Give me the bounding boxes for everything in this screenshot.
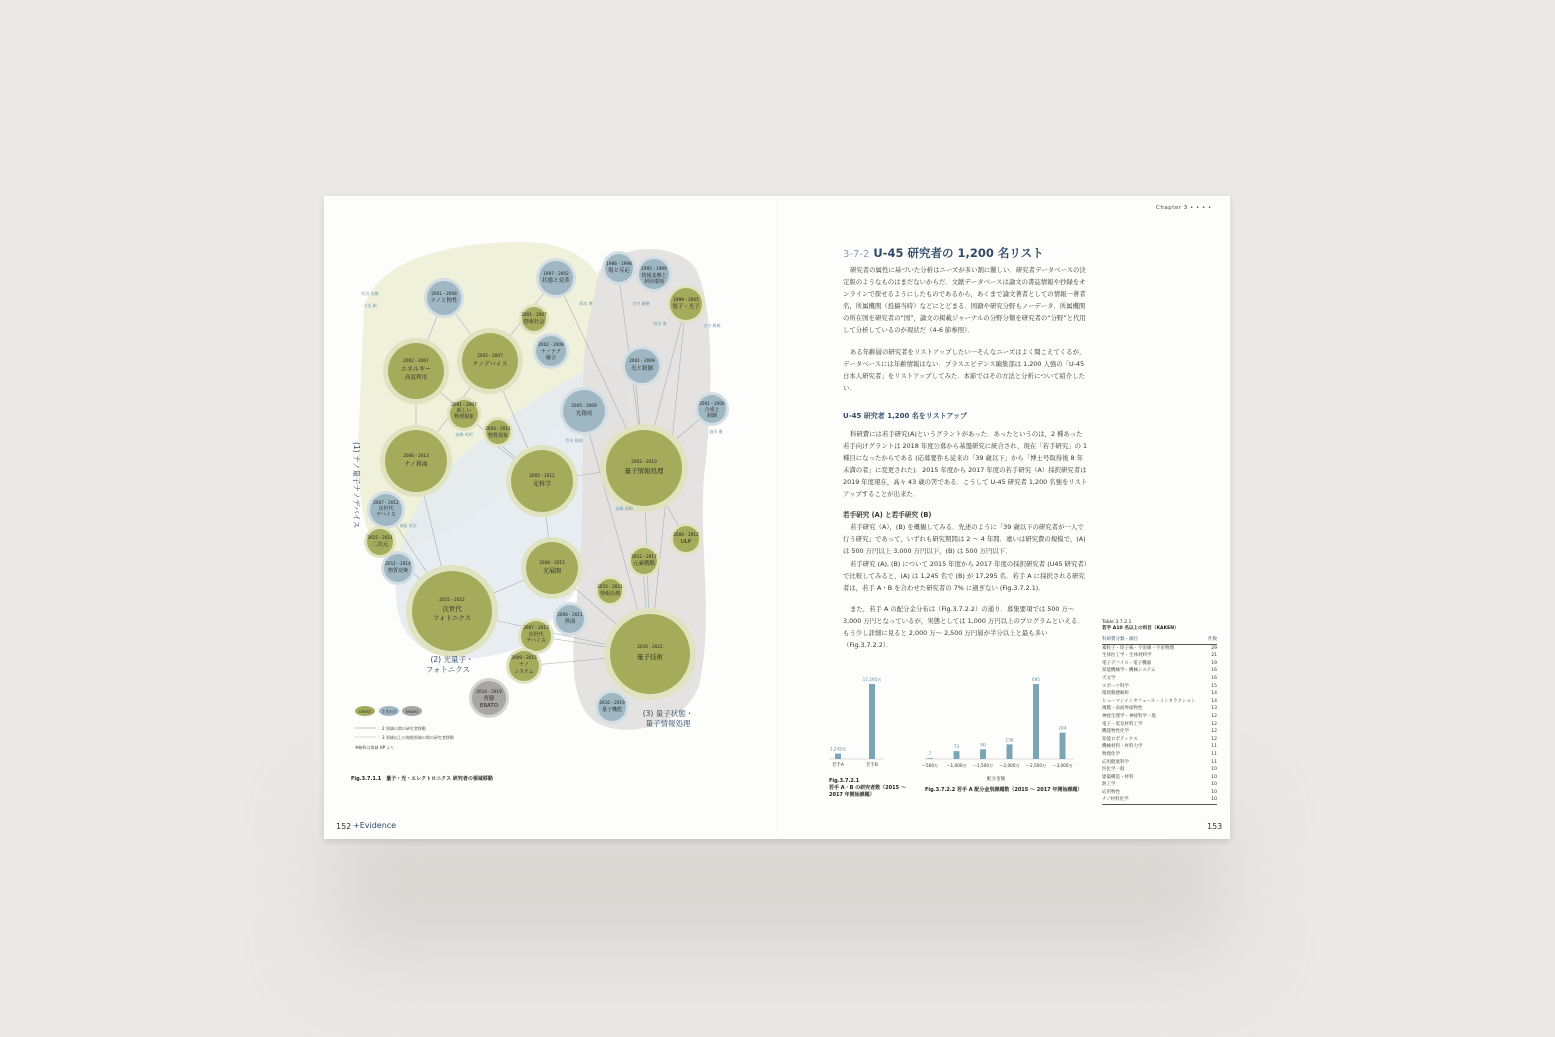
svg-text:2005 - 2009: 2005 - 2009: [571, 403, 597, 408]
table-header-subject: 科研費分類・細目: [1102, 636, 1207, 644]
table-caption-id: Table 3.7.2.1: [1102, 620, 1132, 625]
fig2-caption-text: 若手 A 配分金別課題数（2015 ～ 2017 年開始課題）: [956, 787, 1083, 793]
svg-text:情報基盤と: 情報基盤と: [641, 273, 667, 279]
chapter-header: Chapter 3 • • • •: [1156, 205, 1212, 211]
table-cell-subject: 神経生理学・神経科学一般: [1102, 713, 1156, 719]
page-number-left: 152: [336, 822, 352, 831]
table-cell-subject: 天文学: [1102, 675, 1116, 681]
svg-text:2002 - 2008: 2002 - 2008: [538, 342, 564, 347]
chart1-value-label: 17,295名: [862, 677, 882, 682]
svg-text:2016 - 2019: 2016 - 2019: [599, 700, 625, 705]
kaken-table: [1102, 636, 1217, 805]
table-row: [1102, 796, 1217, 804]
table-caption: [1102, 620, 1179, 632]
svg-text:齊藤: 齊藤: [483, 696, 495, 702]
svg-text:1999 - 2005: 1999 - 2005: [673, 297, 699, 302]
svg-text:状態と変革: 状態と変革: [542, 278, 570, 284]
group-label-3b: 量子情報処理: [645, 719, 691, 728]
table-cell-subject: 生体医工学・生体材料学: [1102, 653, 1152, 659]
chart2-value-label: 695: [1032, 677, 1040, 682]
chart2-bar: [1060, 733, 1066, 759]
svg-text:デバイス: デバイス: [526, 638, 546, 644]
svg-text:ERATO: ERATO: [405, 709, 419, 714]
table-cell-subject: 応用物性: [1102, 789, 1120, 795]
table-caption-text: 若手 A10 名以上の科目（KAKEN）: [1102, 626, 1179, 631]
chart2-bar: [954, 751, 960, 759]
svg-text:次世代: 次世代: [442, 605, 462, 613]
table-cell-count: 10: [1207, 796, 1217, 804]
svg-text:2015 - 2021: 2015 - 2021: [367, 535, 393, 540]
svg-text:高度利用: 高度利用: [404, 375, 428, 381]
svg-text:制御: 制御: [706, 413, 718, 419]
svg-text:2007 - 2012: 2007 - 2012: [373, 500, 399, 505]
table-cell-count: 15: [1211, 683, 1217, 689]
table-cell-subject: 熱工学: [1102, 782, 1116, 788]
svg-text:1997 - 2002: 1997 - 2002: [543, 271, 569, 276]
svg-text:電子・光子: 電子・光子: [672, 304, 700, 310]
table-cell-subject: スポーツ科学: [1102, 683, 1129, 689]
svg-text:1995 - 1999: 1995 - 1999: [641, 266, 667, 271]
svg-text:物理現象: 物理現象: [453, 414, 475, 420]
chart2-xlabel: 配分金額: [986, 777, 1006, 782]
svg-text:光展開: 光展開: [542, 568, 562, 575]
svg-text:物質現象: 物質現象: [487, 433, 509, 439]
table-row: [1102, 766, 1217, 774]
table-header-row: [1102, 636, 1217, 644]
chart2-category-label: ～1,000万: [946, 763, 967, 768]
svg-text:高柳 英明: 高柳 英明: [455, 432, 473, 437]
svg-text:2006 - 2013: 2006 - 2013: [403, 453, 429, 458]
legend-line2: ：3 領域以上の複数領域の間の研究者移動: [378, 735, 454, 740]
chart2-bar: [980, 749, 986, 759]
page-number-right: 153: [1207, 822, 1223, 831]
table-row: [1102, 705, 1217, 713]
table-cell-subject: 知能機械学・機械システム: [1102, 668, 1156, 674]
svg-text:2014 - 2019: 2014 - 2019: [476, 689, 502, 694]
svg-text:量子技術: 量子技術: [637, 653, 663, 661]
svg-text:2015 - 2021: 2015 - 2021: [597, 584, 623, 589]
paragraph-1: 研究者の属性に基づいた分析はニーズが多い割に難しい．研究者データベースの決定版のようなものはまだないからだ．文献データベースは論文の書誌情報や抄録をオンラインで探せるようにしたものであるから，あくまで論文著者としての情報一著者名，所属機関（投稿当時）などにとどまる．国籍や研究分野もノーデータ．所属機関の所在国を研究者の“国”，論文の掲載ジャーナルの分野分類を研究者の“分野”と代用して分析しているのが現状だ（4-6 節参照）．: [843, 266, 1086, 335]
svg-text:2003 - 2010: 2003 - 2010: [631, 459, 657, 464]
subheading-2: 若手研究 (A) と若手研究 (B): [843, 511, 932, 519]
table-cell-count: 29: [1211, 645, 1217, 651]
svg-text:2015 - 2022: 2015 - 2022: [439, 597, 465, 602]
fig1-caption: [829, 778, 909, 799]
chart2-value-label: 136: [1005, 737, 1014, 743]
table-cell-subject: 電子・電気材料工学: [1102, 721, 1143, 727]
table-cell-count: 11: [1211, 759, 1217, 765]
chart2-category-label: ～2,000万: [999, 763, 1020, 768]
svg-text:二次元: 二次元: [371, 542, 389, 548]
paragraph-2: ある年齢層の研究者をリストアップしたい一そんなニーズはよく聞こえてくるが，データベースには年齢情報はない．プラスエビデンス編集部は 1,200 人強の「U-45 日本人研究者」をリストアップしてみた．本節ではその方法と分析について紹介したい．: [843, 348, 1086, 393]
book-spread: [324, 196, 1230, 839]
svg-text:ナノテク: ナノテク: [540, 349, 562, 355]
svg-text:2008 - 2015: 2008 - 2015: [539, 560, 565, 565]
table-cell-subject: 医化学一般: [1102, 767, 1125, 773]
svg-text:2002 - 2007: 2002 - 2007: [403, 358, 429, 363]
svg-text:新しい: 新しい: [456, 408, 472, 414]
table-cell-subject: 素粒子・原子核・宇宙線・宇宙物理: [1102, 645, 1174, 651]
svg-text:2006 - 2011: 2006 - 2011: [557, 612, 583, 617]
svg-text:2007 - 2013: 2007 - 2013: [523, 625, 549, 630]
svg-text:斎藤 英治: 斎藤 英治: [399, 523, 417, 528]
svg-text:青木 隆朗: 青木 隆朗: [565, 438, 583, 443]
svg-text:古川 勝雄: 古川 勝雄: [703, 323, 721, 328]
table-cell-count: 11: [1211, 751, 1217, 757]
svg-text:エネルギー: エネルギー: [400, 366, 432, 373]
svg-text:次世代: 次世代: [378, 506, 394, 512]
svg-text:岡本 博: 岡本 博: [579, 301, 593, 306]
section-number: 3-7-2: [843, 249, 870, 260]
svg-text:界面: 界面: [564, 619, 576, 625]
table-cell-count: 14: [1211, 691, 1217, 697]
table-header-count: 件数: [1207, 636, 1217, 644]
table-cell-count: 10: [1211, 782, 1217, 788]
svg-text:2001 - 2008: 2001 - 2008: [431, 291, 457, 296]
svg-text:ナノと物性: ナノと物性: [430, 298, 458, 304]
chart2-category-label: ～2,500万: [1025, 763, 1047, 768]
svg-text:場と反応: 場と反応: [607, 268, 631, 274]
table-cell-subject: 応用健康科学: [1102, 759, 1129, 765]
svg-text:物質変換: 物質変換: [387, 568, 409, 574]
chart2-bar: [927, 758, 933, 759]
table-cell-count: 10: [1211, 789, 1217, 795]
svg-text:情報社会: 情報社会: [523, 319, 545, 325]
table-row: [1102, 675, 1217, 683]
table-row: [1102, 683, 1217, 691]
svg-text:利用環境: 利用環境: [643, 279, 665, 285]
svg-text:さきがけ: さきがけ: [381, 709, 397, 714]
table-cell-count: 12: [1211, 729, 1217, 735]
bar-charts: [324, 196, 1230, 839]
table-row: [1102, 644, 1217, 652]
group-label-2a: (2) 光量子・: [430, 655, 474, 664]
fig2-caption-id: Fig.3.7.2.2: [925, 787, 956, 793]
table-row: [1102, 713, 1217, 721]
svg-text:量子情報処理: 量子情報処理: [624, 467, 664, 475]
table-cell-count: 12: [1211, 721, 1217, 727]
table-row: [1102, 721, 1217, 729]
svg-text:1986 - 1998: 1986 - 1998: [606, 261, 632, 266]
chart2-category-label: ～500万: [921, 763, 939, 768]
svg-text:2012 - 2017: 2012 - 2017: [631, 554, 657, 559]
paragraph-6: また，若手 A の配分金分布は（Fig.3.7.2.2）の通り．募集要項では 500 万～ 3,000 万円となっているが，実態としては 1,000 万円以上のプログラムといえる．もう少し詳細に見ると 2,000 万～ 2,500 万円層が半分以上と最も多い（Fig.3.7.2.2）．: [843, 605, 1084, 650]
svg-text:2001 - 2007: 2001 - 2007: [451, 402, 477, 407]
svg-text:光と制御: 光と制御: [630, 366, 654, 372]
chart1-category-label: 若手A: [832, 763, 844, 768]
table-cell-count: 21: [1211, 653, 1217, 659]
svg-text:2001 - 2009: 2001 - 2009: [629, 358, 655, 363]
svg-text:フォトニクス: フォトニクス: [432, 614, 472, 622]
section-title-text: U-45 研究者の 1,200 名リスト: [873, 246, 1044, 260]
svg-text:量子機能: 量子機能: [601, 707, 623, 713]
svg-text:2009 - 2015: 2009 - 2015: [511, 655, 537, 660]
chart2-category-label: ～3,000万: [1052, 763, 1073, 768]
svg-text:ERATO: ERATO: [479, 703, 499, 709]
svg-text:次世代: 次世代: [528, 632, 544, 638]
table-cell-count: 11: [1211, 744, 1217, 750]
table-row: [1102, 690, 1217, 698]
paragraph-3: 科研費には若手研究(A)というグラントがあった．あったというのは，2 種あった若手向けグラントは 2018 年度公募から基盤研究に統合され，現在「若手研究」の 1 種目になったからである (応募要件も従来の「39 歳以下」から「博士号取得後 8 年未満の者」に変更された)．2015 年度から 2017 年度の若手研究（A）採択研究者は 2019 年度現在，高々 43 歳の筈である．こうして U-45 研究者 1,200 名強をリストアップすることが出来た．: [843, 430, 1088, 499]
svg-text:森田 徹: 森田 徹: [709, 429, 723, 434]
table-cell-subject: 知能ロボティクス: [1102, 736, 1138, 742]
svg-text:融合: 融合: [545, 355, 557, 361]
fig1-caption-id: Fig.3.7.2.1: [829, 778, 860, 784]
chart1-value-label: 1,245名: [829, 746, 847, 752]
table-row: [1102, 698, 1217, 706]
svg-text:システム: システム: [514, 669, 534, 675]
legend-note: ※略称は領域 HP より: [355, 745, 395, 750]
group-label-1: (1) ナノ量子ナノデバイス: [352, 442, 361, 529]
svg-text:光科学: 光科学: [532, 481, 552, 488]
group-label-2b: フォトニクス: [425, 665, 471, 674]
table-cell-count: 13: [1211, 706, 1217, 712]
svg-text:2002 - 2007: 2002 - 2007: [477, 353, 503, 358]
svg-text:情報計測: 情報計測: [599, 591, 621, 597]
table-cell-count: 16: [1211, 675, 1217, 681]
svg-text:ナノ界面: ナノ界面: [404, 461, 428, 468]
paragraph-5: 若手研究 (A), (B) について 2015 年度から 2017 年度の採択研究者 (U45 研究者）で比較してみると，(A) は 1,245 名で (B) が 17,295 名．若手 A に採択される研究者は，若手 A・B を合わせた研究者の 7% に過ぎない (Fig.3.7.2.1)．: [843, 560, 1087, 593]
figure-caption-left: Fig.3.7.1.1 量子・光・エレクトロニクス 研究者の領域移動: [351, 776, 493, 782]
table-cell-subject: 物理化学: [1102, 751, 1120, 757]
paragraph-4: 若手研究（A），(B) を概観してみる．先述のように「39 歳以下の研究者が一人で行う研究」であって，いずれも研究期間は 2 ～ 4 年間．違いは研究費の規模で，(A) は 500 万円以上 3,000 万円以下，(B) は 500 万円以下．: [843, 523, 1086, 556]
table-cell-subject: 電子デバイス・電子機器: [1102, 660, 1152, 666]
fig1-caption-text: 若手 A・B の研究者数（2015 ～ 2017 年開始課題）: [829, 785, 906, 798]
svg-text:CREST: CREST: [358, 709, 372, 714]
svg-text:元素戦略: 元素戦略: [632, 561, 656, 567]
svg-text:2001 - 2006: 2001 - 2006: [699, 401, 725, 406]
brand-footer: +Evidence: [353, 821, 397, 830]
chart2-value-label: 7: [928, 751, 932, 757]
svg-text:2001 - 2007: 2001 - 2007: [521, 312, 547, 317]
chart1-bar: [869, 684, 875, 759]
table-cell-count: 16: [1211, 668, 1217, 674]
svg-text:町田 友樹: 町田 友樹: [361, 291, 379, 296]
chart2-value-label: 90: [980, 742, 986, 748]
table-cell-count: 12: [1211, 713, 1217, 719]
table-cell-count: 12: [1211, 736, 1217, 742]
svg-text:高橋 義朗: 高橋 義朗: [615, 506, 633, 511]
svg-text:2016 - 2022: 2016 - 2022: [637, 644, 663, 649]
table-cell-count: 14: [1211, 698, 1217, 704]
table-row: [1102, 781, 1217, 789]
chart2-bar: [1007, 744, 1013, 759]
chart2-category-label: ～1,500万: [972, 763, 994, 768]
table-row: [1102, 774, 1217, 782]
table-row: [1102, 743, 1217, 751]
svg-text:2006 - 2012: 2006 - 2012: [673, 532, 699, 537]
table-row: [1102, 789, 1217, 797]
svg-text:2004 - 2011: 2004 - 2011: [485, 426, 511, 431]
group-label-3a: (3) 量子状態・: [642, 709, 694, 718]
svg-text:ULP: ULP: [680, 539, 692, 545]
svg-text:光創成: 光創成: [575, 411, 593, 417]
legend-line1: ：2 領域の間の研究者移動: [378, 726, 426, 731]
svg-text:デバイス: デバイス: [376, 512, 396, 518]
table-row: [1102, 652, 1217, 660]
subheading-1: U-45 研究者 1,200 名をリストアップ: [843, 412, 967, 420]
svg-text:野田 進: 野田 進: [653, 321, 667, 326]
chart1-bar: [835, 754, 841, 759]
table-cell-count: 10: [1211, 767, 1217, 773]
table-row: [1102, 736, 1217, 744]
table-cell-count: 19: [1211, 660, 1217, 666]
table-cell-subject: ヒューマンインタフェース・インタラクション: [1102, 698, 1196, 704]
table-row: [1102, 759, 1217, 767]
table-cell-subject: 機械材料・材料力学: [1102, 744, 1143, 750]
table-cell-subject: 薄膜・表面界面物性: [1102, 706, 1143, 712]
table-cell-subject: 環境動態解析: [1102, 691, 1129, 697]
chart2-value-label: 244: [1058, 725, 1067, 731]
svg-text:合成と: 合成と: [704, 407, 720, 413]
table-cell-count: 10: [1211, 774, 1217, 780]
svg-text:2011 - 2014: 2011 - 2014: [385, 561, 411, 566]
svg-text:竹内 繁樹: 竹内 繁樹: [632, 301, 650, 306]
table-row: [1102, 728, 1217, 736]
table-row: [1102, 751, 1217, 759]
table-cell-subject: ナノ材料化学: [1102, 796, 1207, 804]
table-cell-subject: 建築構造・材料: [1102, 774, 1134, 780]
chart1-category-label: 若手B: [866, 763, 878, 768]
fig2-caption: [925, 787, 1082, 794]
chart2-bar: [1033, 684, 1039, 759]
table-row: [1102, 667, 1217, 675]
svg-text:ナノ: ナノ: [519, 662, 529, 668]
svg-text:2005 - 2012: 2005 - 2012: [529, 473, 555, 478]
svg-text:大岩 顕: 大岩 顕: [363, 303, 377, 308]
table-row: [1102, 660, 1217, 668]
table-cell-subject: 機能物性化学: [1102, 729, 1129, 735]
chart2-value-label: 73: [953, 744, 960, 750]
svg-text:ナノデバイス: ナノデバイス: [472, 361, 508, 368]
